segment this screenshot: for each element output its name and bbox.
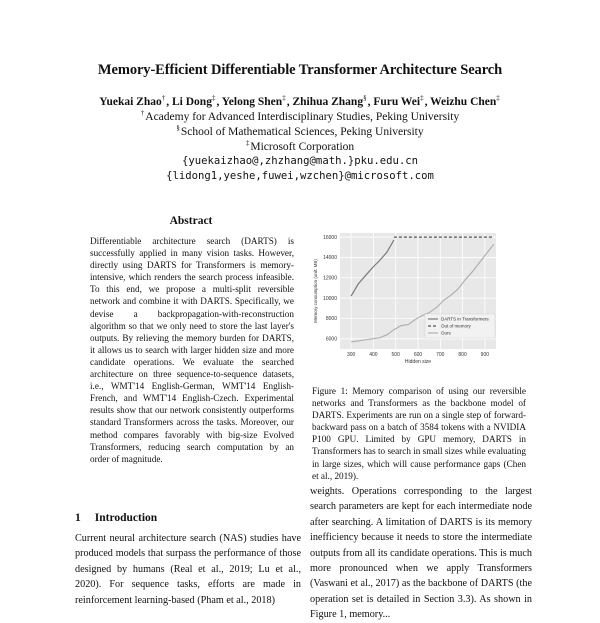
affiliation-mark: † [140, 109, 145, 117]
legend-label: DARTS in Transformers [441, 316, 489, 322]
x-tick-label: 900 [480, 352, 490, 358]
section-title: Introduction [94, 512, 158, 524]
y-tick-label: 12000 [323, 275, 337, 282]
email-pku: {yuekaizhao@,zhzhang@math.}pku.edu.cn [182, 155, 418, 167]
author-mark: ‡ [420, 94, 424, 102]
introduction-text: Current neural architecture search (NAS) studies have produced models that surpass the performance of those designed by humans (Real et al., 2019; Lu et al., 2020). For sequence tasks, efforts are made in reinforcement learning-based (Pham et al., 2018) [75, 533, 301, 606]
author-mark: ‡ [282, 94, 286, 102]
x-tick-label: 800 [458, 352, 467, 358]
author-list: Yuekai Zhao†, Li Dong‡, Yelong Shen‡, Zhihua Zhang§, Furu Wei‡, Weizhu Chen‡ [99, 94, 500, 108]
memory-comparison-chart [310, 225, 505, 375]
author: Yuekai Zhao [99, 95, 162, 108]
affiliation-pku-aais [0, 109, 600, 123]
figure-caption: Figure 1: Memory comparison of using our reversible networks and Transformers as the backbone model of DARTS. Experiments are run on a single step of forward-backward pass on a batch of 3584 tokens with a NVIDIA P100 GPU. Limited by GPU memory, DARTS in Transformers has to search in small sizes while evaluating in large sizes, which will cause performance gaps (Chen et al., 2019). [312, 386, 526, 481]
author-mark: ‡ [211, 94, 216, 102]
abstract-body: Differentiable architecture search (DARTS) is successfully applied in many vision tasks. However, directly using DARTS for Transformers is memory-intensive, which renders the search process infeasible. To this end, we propose a multi-split reversible network and combine it with DARTS. Specifically, we devise a backpropagation-with-reconstruction algorithm so that we only need to store the last layer's outputs. By relieving the memory burden for DARTS, it allows us to search with larger hidden size and more candidate operations. We evaluate the searched architecture on three sequence-to-sequence datasets, i.e., WMT'14 English-German, WMT'14 English-French, and WMT'14 English-Czech. Experimental results show that our network consistently outperforms standard Transformers across the tasks. Moreover, our method compares favorably with big-size Evolved Transformers, reducing search computation by an order of magnitude. [90, 236, 294, 464]
legend-label: Ours [441, 330, 451, 336]
x-tick-label: 700 [436, 352, 445, 358]
section-number: 1 [75, 512, 81, 524]
email-microsoft: {lidong1,yeshe,fuwei,wzchen}@microsoft.com [166, 170, 434, 182]
affiliation-mark: ‡ [245, 139, 250, 147]
affiliation-mark: § [176, 124, 180, 132]
affiliation-text: Microsoft Corporation [250, 140, 355, 153]
author-mark: ‡ [496, 94, 500, 102]
author: Yelong Shen [221, 95, 283, 108]
author-mark: § [363, 94, 367, 102]
x-tick-label: 500 [391, 352, 400, 358]
author: Weizhu Chen [430, 95, 497, 108]
author: Li Dong [172, 95, 212, 108]
affiliation-microsoft [0, 139, 600, 153]
right-column-text: weights. Operations corresponding to the largest search parameters are kept for each intermediate node after searching. A limitation of DARTS is its memory inefficiency because it needs to store the intermediate outputs from all its candidate operations. This is much more pronounced when we apply Transformers (Vaswani et al., 2017) as the backbone of DARTS (the operation set is detailed in Section 3.3). As shown in Figure 1, memory... [310, 486, 532, 621]
y-tick-label: 16000 [323, 234, 337, 241]
x-axis-label: Hidden size [404, 359, 432, 365]
chart-legend [425, 314, 495, 338]
author: Zhihua Zhang [292, 95, 364, 108]
author: Furu Wei [373, 95, 421, 108]
author-mark: † [161, 94, 166, 102]
x-tick-label: 400 [369, 352, 378, 358]
x-tick-label: 300 [346, 352, 356, 358]
affiliation-pku-math [0, 124, 600, 138]
paper-title: Memory-Efficient Differentiable Transformer Architecture Search [97, 62, 503, 78]
affiliation-text: School of Mathematical Sciences, Peking University [180, 125, 424, 138]
legend-label: Out of memory [441, 323, 471, 329]
y-tick-label: 6000 [325, 336, 337, 343]
abstract-heading: Abstract [169, 215, 213, 227]
y-tick-label: 8000 [325, 316, 337, 323]
x-tick-label: 600 [413, 352, 423, 358]
y-tick-label: 10000 [323, 295, 337, 302]
affiliation-text: Academy for Advanced Interdisciplinary Studies, Peking University [145, 110, 460, 123]
section-heading-introduction [75, 512, 157, 524]
y-tick-label: 14000 [323, 255, 337, 262]
y-axis-label: Memory consumption (unit: MB) [313, 259, 318, 323]
